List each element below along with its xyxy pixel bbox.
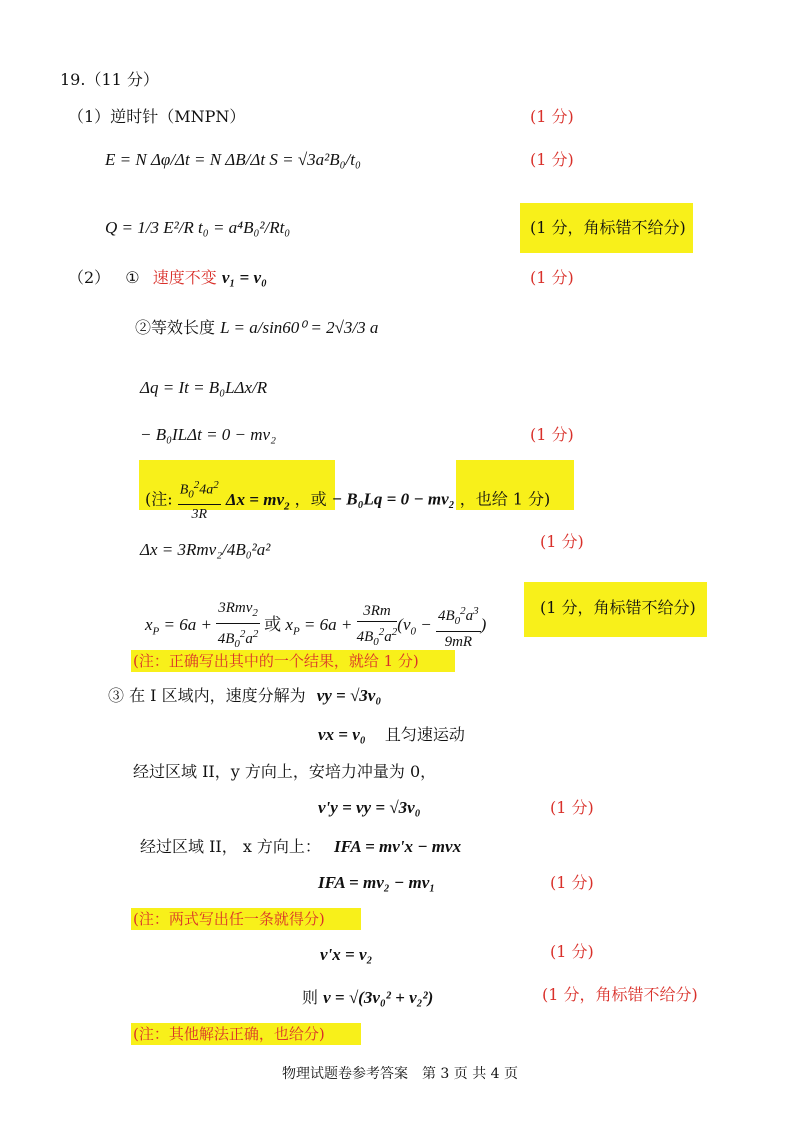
question-number: 19. [60, 70, 86, 89]
note1-line: (注: $\frac{B_0^24a^2}{3R}$ $\Delta x = mv_2$ ，或 − B₀Lq = 0 − mv₂ ，也给 1 分) [145, 475, 550, 525]
sub3-uniform: 且匀速运动 [384, 725, 465, 744]
score-momentum: (1 分) [530, 425, 574, 444]
score-final: (1 分，角标错不给分) [542, 985, 698, 1004]
note1-mid: ，或 [294, 489, 327, 509]
part1-direction: 逆时针（MNPN） [110, 107, 246, 126]
note1-suffix: ，也给 1 分) [459, 489, 551, 509]
sub2-equation: L = a/sin60⁰ = 2√3/3 a [220, 318, 379, 337]
score-vx2: (1 分) [550, 942, 594, 961]
score-vy2: (1 分) [550, 798, 594, 817]
question-header [60, 70, 159, 90]
sub3-line1 [108, 686, 381, 706]
sub3-vy: vy = √3v₀ [316, 686, 382, 705]
score-xp: (1 分，角标错不给分) [540, 598, 696, 617]
sub2-text: ②等效长度 [135, 318, 216, 337]
sub3-impulse1: IFA = mv'x − mvx [334, 837, 462, 856]
question-points: （11 分） [85, 70, 159, 89]
equation-dx: Δx = 3Rmv₂/4B₀²a² [140, 540, 271, 559]
score-direction: (1 分) [530, 107, 574, 126]
note1-alt: − B₀Lq = 0 − mv₂ [331, 489, 455, 509]
sub3-line3 [140, 837, 461, 857]
score-heat: (1 分，角标错不给分) [530, 218, 686, 237]
sub3-then: 则 [302, 988, 319, 1007]
part2-sub1-line [68, 268, 267, 288]
sub1-text: 速度不变 [152, 268, 217, 287]
note3: (注：两式写出任一条就得分) [133, 910, 325, 928]
part2-label: （2） [68, 268, 111, 287]
part1-label: （1） [68, 107, 111, 126]
sub1-marker: ① [125, 268, 140, 287]
sub3-impulse2: IFA = mv₂ − mv₁ [318, 873, 436, 892]
note1-fraction: $\frac{B_0^24a^2}{3R}$ [178, 475, 221, 525]
sub1-equation: v₁ = v₀ [221, 268, 267, 287]
equation-heat: Q = 1/3 E²/R t₀ = a⁴B₀²/Rt₀ [105, 218, 291, 237]
sub3-vy2: v'y = vy = √3v₀ [318, 798, 421, 817]
sub3-line2: 经过区域 II，y 方向上，安培力冲量为 0， [133, 762, 437, 781]
equation-emf: E = N Δφ/Δt = N ΔB/Δt S = √3a²B₀/t₀ [105, 150, 361, 169]
score-sub1: (1 分) [530, 268, 574, 287]
sub3-vx2: v'x = v₂ [320, 945, 373, 964]
page-footer: 物理试题卷参考答案 第 3 页 共 4 页 [281, 1066, 519, 1082]
sub3-text1: ③ 在 I 区域内，速度分解为 [108, 686, 306, 705]
score-emf: (1 分) [530, 150, 574, 169]
sub3-vx-line [318, 725, 465, 745]
part1-direction-line [68, 107, 245, 127]
sub2-line [135, 318, 378, 338]
sub3-final-v: v = √(3v₀² + v₂²) [323, 988, 434, 1007]
score-dx: (1 分) [540, 532, 584, 551]
equation-dq: Δq = It = B₀LΔx/R [140, 378, 268, 397]
note2: (注：正确写出其中的一个结果，就给 1 分) [133, 652, 419, 670]
note4: (注：其他解法正确，也给分) [133, 1025, 325, 1043]
sub3-text3: 经过区域 II， x 方向上： [140, 837, 321, 856]
note1-prefix: (注: [145, 489, 173, 509]
equation-xp: $x_P = 6a$ + $\frac{3Rmv_2}{4B_0^2a^2}$ 或 $x_P = 6a$ + $\frac{3Rm}{4B_0^2a^2}$ ($v_0$ − $\frac{4B_0^2a^3}{9mR}$ ) [145, 600, 487, 650]
sub3-final-line [302, 988, 433, 1008]
xp-or: 或 [264, 614, 282, 634]
sub3-vx: vx = v₀ [318, 725, 366, 744]
equation-momentum: − B₀ILΔt = 0 − mv₂ [140, 425, 277, 444]
score-impulse: (1 分) [550, 873, 594, 892]
